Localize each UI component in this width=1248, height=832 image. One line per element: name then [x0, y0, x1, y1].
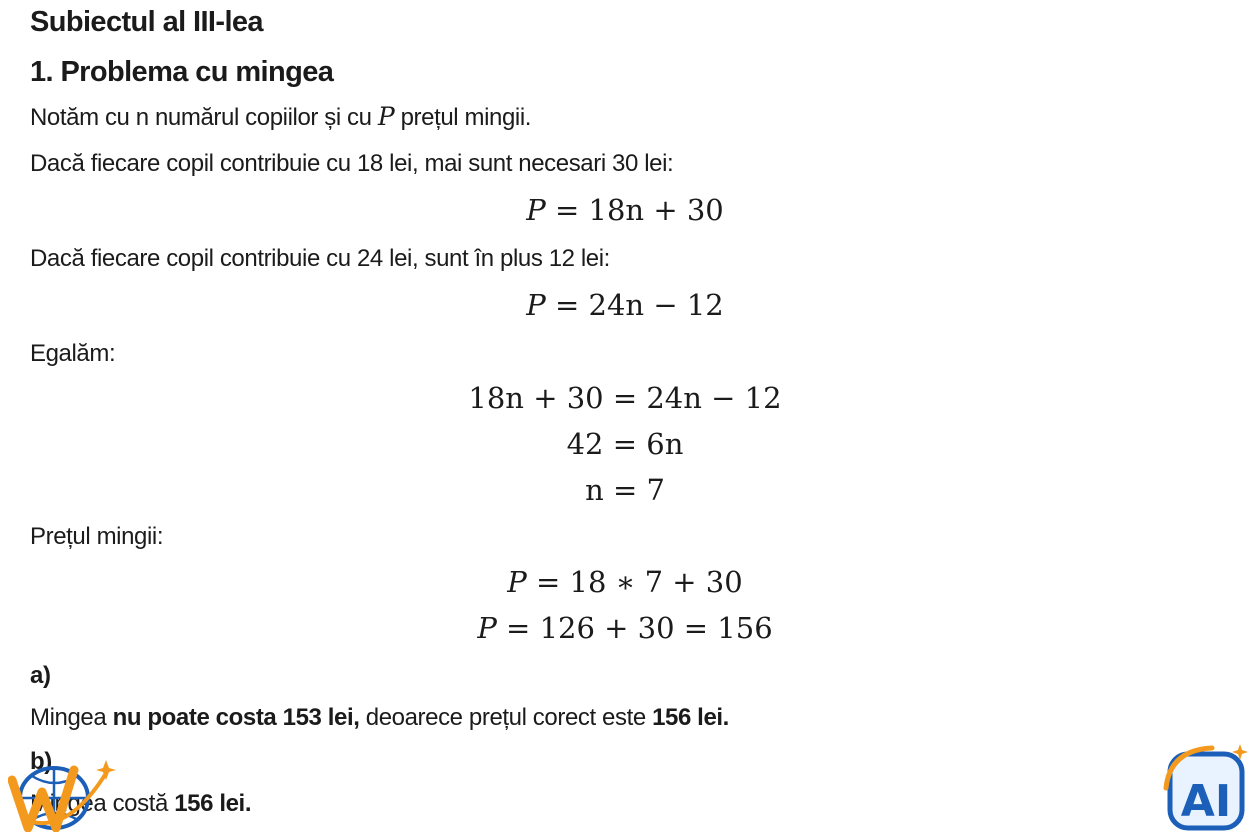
- intro-paragraph: [30, 102, 531, 132]
- ai-logo-icon: [1162, 742, 1248, 832]
- eq6-rhs: = 18 ∗ 7 + 30: [526, 565, 743, 599]
- intro-variable: P: [377, 102, 395, 131]
- intro-text-post: prețul mingii.: [394, 104, 532, 131]
- equation-4: 42 = 6n: [566, 427, 684, 461]
- part-b-pre: Mingea costă: [30, 790, 175, 817]
- case1-paragraph: Dacă fiecare copil contribuie cu 18 lei, mai sunt necesari 30 lei:: [30, 150, 674, 177]
- equation-1: [30, 193, 1220, 227]
- part-a-mid: deoarece prețul corect este: [359, 704, 653, 731]
- part-a-answer: [30, 704, 729, 732]
- eq7-rhs: = 126 + 30 = 156: [496, 611, 773, 645]
- problem-heading: 1. Problema cu mingea: [30, 56, 334, 88]
- part-a-bold-price: 156 lei.: [652, 704, 729, 731]
- part-a-bold-claim: nu poate costa 153 lei,: [112, 704, 360, 731]
- intro-text-pre: Notăm cu n numărul copiilor și cu: [30, 104, 378, 131]
- subject-heading: Subiectul al III-lea: [30, 6, 263, 38]
- equate-label: Egalăm:: [30, 340, 116, 367]
- part-b-label: b): [30, 748, 52, 775]
- case2-paragraph: Dacă fiecare copil contribuie cu 24 lei, sunt în plus 12 lei:: [30, 245, 610, 272]
- equation-6: [30, 565, 1220, 599]
- equation-7: [30, 611, 1220, 645]
- equation-2: [30, 288, 1220, 322]
- equation-3: 18n + 30 = 24n − 12: [468, 381, 782, 415]
- eq2-rhs: = 24n − 12: [545, 288, 724, 322]
- eq2-lhs: P: [526, 288, 546, 322]
- equation-5: n = 7: [585, 473, 665, 507]
- eq1-lhs: P: [526, 193, 546, 227]
- part-a-label: a): [30, 662, 51, 689]
- part-a-pre: Mingea: [30, 704, 113, 731]
- ai-logo-text: AI: [1180, 776, 1232, 827]
- eq6-lhs: P: [507, 565, 527, 599]
- eq7-lhs: P: [477, 611, 497, 645]
- eq1-rhs: = 18n + 30: [545, 193, 724, 227]
- part-b-bold-price: 156 lei.: [174, 790, 252, 817]
- left-globe-logo-icon: [8, 756, 116, 832]
- price-label: Prețul mingii:: [30, 523, 164, 550]
